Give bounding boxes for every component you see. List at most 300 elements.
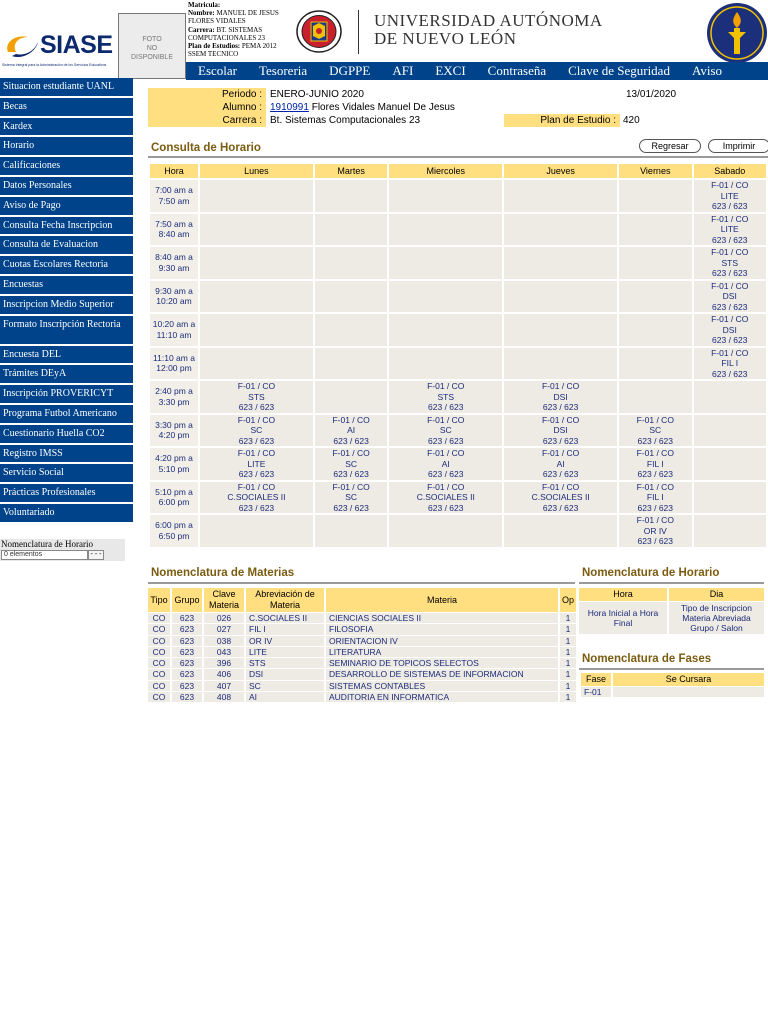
schedule-cell-miercoles bbox=[389, 348, 502, 380]
nomenclatura-horario-button[interactable]: - - - bbox=[88, 550, 104, 560]
schedule-class-line: 623 / 623 bbox=[428, 435, 464, 446]
sidebar-item-encuestas[interactable]: Encuestas bbox=[0, 276, 133, 294]
materias-table bbox=[146, 587, 578, 703]
schedule-hour-line: 11:10 am bbox=[156, 329, 192, 340]
schedule-class-line: 623 / 623 bbox=[712, 234, 748, 245]
schedule-class-line: 623 / 623 bbox=[637, 502, 673, 513]
schedule-hour-line: 6:00 pm a bbox=[155, 520, 193, 531]
schedule-class-line: F-01 / CO bbox=[636, 481, 674, 492]
nom-horario-row bbox=[579, 602, 764, 634]
materias-cell-op: 1 bbox=[560, 692, 576, 702]
materias-row bbox=[148, 624, 576, 634]
schedule-class-line: F-01 / CO bbox=[541, 448, 580, 458]
alumno-matricula-link[interactable]: 1910991 bbox=[270, 102, 309, 113]
sidebar-item-programa-futbol-americano[interactable]: Programa Futbol Americano bbox=[0, 405, 133, 423]
schedule-cell-lunes bbox=[200, 214, 313, 246]
matricula-label: Matricula: bbox=[188, 1, 221, 9]
fases-title-rule bbox=[579, 668, 764, 670]
schedule-hour-line: 8:40 am bbox=[158, 229, 190, 240]
schedule-class-line: F-01 / CO bbox=[711, 280, 749, 291]
fecha-value: 13/01/2020 bbox=[626, 89, 677, 100]
materias-row bbox=[148, 669, 576, 679]
schedule-class-line: 623 / 623 bbox=[542, 435, 579, 446]
schedule-cell-martes bbox=[315, 214, 387, 246]
materias-title-rule bbox=[148, 582, 575, 584]
imprimir-button[interactable]: Imprimir bbox=[708, 139, 768, 153]
materias-cell-clave: 406 bbox=[204, 669, 244, 679]
sidebar-item-encuesta-del[interactable]: Encuesta DEL bbox=[0, 346, 133, 364]
schedule-class-line: F-01 / CO bbox=[541, 414, 580, 425]
schedule-header-sabado: Sabado bbox=[694, 164, 766, 178]
schedule-hour-line: 11:10 am a bbox=[153, 352, 195, 363]
sidebar-item-voluntariado[interactable]: Voluntariado bbox=[0, 504, 133, 522]
carrera-label: Carrera: bbox=[188, 25, 215, 34]
fases-header-se-cursara: Se Cursara bbox=[613, 673, 764, 686]
materias-header-5: Op bbox=[560, 588, 576, 612]
schedule-class-line: F-01 / CO bbox=[541, 481, 580, 492]
schedule-hour-cell bbox=[150, 281, 198, 313]
photo-text-line: DISPONIBLE bbox=[130, 54, 173, 61]
schedule-title-rule bbox=[148, 156, 768, 158]
plan-label: Plan de Estudios: bbox=[188, 42, 241, 51]
schedule-cell-jueves bbox=[504, 515, 617, 547]
nav-dgppe[interactable]: DGPPE bbox=[329, 63, 371, 78]
schedule-hour-cell bbox=[150, 415, 198, 447]
schedule-row bbox=[150, 415, 766, 447]
schedule-cell-miercoles bbox=[389, 281, 502, 313]
materias-cell-clave: 396 bbox=[204, 658, 244, 668]
materias-cell-grupo: 623 bbox=[172, 681, 202, 691]
schedule-row bbox=[150, 180, 766, 212]
siase-logo[interactable] bbox=[0, 28, 118, 68]
nav-escolar[interactable]: Escolar bbox=[198, 63, 237, 78]
plan-value: PEMA 2012 SSEM TECNICO bbox=[188, 42, 277, 59]
schedule-class-line: F-01 / CO bbox=[427, 381, 465, 391]
nomenclatura-horario-label: Nomenclatura de Horario bbox=[1, 539, 93, 549]
schedule-hour-line: 8:40 am a bbox=[155, 252, 193, 263]
materias-header-0: Tipo bbox=[148, 588, 170, 612]
schedule-cell-viernes bbox=[619, 415, 691, 447]
nombre-value: MANUEL DE JESUS FLORES VIDALES bbox=[188, 9, 279, 26]
schedule-header-viernes: Viernes bbox=[619, 164, 691, 178]
alumno-label: Alumno : bbox=[148, 101, 266, 114]
materias-row bbox=[148, 647, 576, 657]
sidebar-item-horario[interactable]: Horario bbox=[0, 137, 133, 155]
schedule-cell-sabado bbox=[694, 482, 766, 514]
schedule-cell-jueves bbox=[504, 180, 617, 212]
schedule-class-line: C.SOCIALES II bbox=[416, 492, 475, 502]
schedule-cell-viernes bbox=[619, 247, 691, 279]
schedule-cell-lunes bbox=[200, 381, 313, 413]
materias-cell-materia: AUDITORIA EN INFORMATICA bbox=[326, 692, 558, 702]
schedule-cell-jueves bbox=[504, 214, 617, 246]
schedule-class-line: F-01 / CO bbox=[237, 381, 276, 391]
schedule-class-line: DSI bbox=[553, 425, 568, 435]
schedule-class-line: F-01 / CO bbox=[237, 481, 276, 492]
schedule-class-line: SC bbox=[250, 425, 263, 435]
schedule-class-line: 623 / 623 bbox=[712, 268, 748, 278]
schedule-class-line: STS bbox=[721, 257, 739, 268]
schedule-class-line: 623 / 623 bbox=[333, 435, 369, 446]
schedule-cell-sabado bbox=[694, 448, 766, 480]
materias-cell-abreviacion: OR IV bbox=[246, 636, 324, 646]
schedule-class-line: F-01 / CO bbox=[711, 213, 749, 224]
schedule-class-line: 623 / 623 bbox=[712, 301, 748, 312]
sidebar-item-becas[interactable]: Becas bbox=[0, 98, 133, 116]
schedule-cell-jueves bbox=[504, 247, 617, 279]
nom-horario-dia-desc: Tipo de Inscripcion Materia Abreviada Grupo / Salon bbox=[669, 602, 764, 634]
sidebar-item-aviso-de-pago[interactable]: Aviso de Pago bbox=[0, 197, 133, 215]
university-name-line2: DE NUEVO LEÓN bbox=[374, 29, 517, 48]
materias-cell-materia: ORIENTACION IV bbox=[326, 636, 558, 646]
materias-cell-grupo: 623 bbox=[172, 636, 202, 646]
schedule-class-line: 623 / 623 bbox=[542, 469, 579, 479]
materias-cell-abreviacion: AI bbox=[246, 692, 324, 702]
schedule-class-line: 623 / 623 bbox=[238, 469, 275, 479]
schedule-cell-viernes bbox=[619, 381, 691, 413]
alumno-nombre: Flores Vidales Manuel De Jesus bbox=[311, 102, 455, 113]
materias-row bbox=[148, 613, 576, 623]
schedule-hour-line: 2:40 pm a bbox=[155, 386, 193, 397]
schedule-cell-sabado bbox=[694, 180, 766, 212]
schedule-hour-cell bbox=[150, 381, 198, 413]
schedule-cell-jueves bbox=[504, 381, 617, 413]
materias-cell-grupo: 623 bbox=[172, 613, 202, 623]
materias-cell-tipo: CO bbox=[148, 669, 170, 679]
periodo-label: Periodo : bbox=[148, 88, 266, 101]
schedule-hour-line: 7:50 am a bbox=[155, 218, 193, 229]
top-nav bbox=[186, 62, 768, 80]
schedule-class-line: LITE bbox=[720, 190, 739, 201]
schedule-class-line: 623 / 623 bbox=[712, 368, 748, 379]
university-name-line1: UNIVERSIDAD AUTÓNOMA bbox=[374, 11, 603, 30]
schedule-cell-miercoles bbox=[389, 482, 502, 514]
materias-cell-op: 1 bbox=[560, 681, 576, 691]
schedule-row bbox=[150, 214, 766, 246]
schedule-class-line: F-01 / CO bbox=[237, 448, 276, 458]
schedule-hour-cell bbox=[150, 247, 198, 279]
fases-row bbox=[581, 687, 764, 697]
siase-tagline: Sistema Integral para la Administración de los Servicios Educativos bbox=[2, 63, 107, 67]
schedule-cell-martes bbox=[315, 281, 387, 313]
sidebar-item-kardex[interactable]: Kardex bbox=[0, 118, 133, 136]
schedule-class-line: 623 / 623 bbox=[333, 469, 369, 479]
schedule-hour-cell bbox=[150, 348, 198, 380]
schedule-class-line: 623 / 623 bbox=[333, 502, 369, 513]
plan-estudio-value: 420 bbox=[623, 115, 640, 126]
student-info bbox=[188, 1, 280, 58]
header bbox=[0, 0, 768, 66]
schedule-cell-miercoles bbox=[389, 381, 502, 413]
schedule-cell-martes bbox=[315, 381, 387, 413]
schedule-class-line: F-01 / CO bbox=[427, 414, 465, 425]
schedule-cell-martes bbox=[315, 415, 387, 447]
schedule-hour-line: 4:20 pm a bbox=[155, 453, 193, 464]
fases-header-row bbox=[581, 673, 764, 686]
schedule-hour-line: 3:30 pm bbox=[158, 396, 190, 407]
sidebar-nomenclatura-horario bbox=[0, 539, 125, 561]
photo-text-line: FOTO bbox=[142, 36, 162, 43]
materias-cell-abreviacion: LITE bbox=[246, 647, 324, 657]
materias-cell-tipo: CO bbox=[148, 681, 170, 691]
schedule-cell-sabado bbox=[694, 281, 766, 313]
schedule-cell-viernes bbox=[619, 314, 691, 346]
schedule-class-line: DSI bbox=[553, 391, 568, 402]
sidebar-item-inscripcion-provericyt[interactable]: Inscripción PROVERICYT bbox=[0, 385, 133, 403]
schedule-hour-line: 6:00 pm bbox=[158, 497, 190, 508]
nav-clave-seguridad[interactable]: Clave de Seguridad bbox=[568, 63, 670, 78]
schedule-hour-line: 10:20 am bbox=[156, 296, 192, 307]
schedule-cell-viernes bbox=[619, 281, 691, 313]
materias-cell-abreviacion: STS bbox=[246, 658, 324, 668]
schedule-class-line: C.SOCIALES II bbox=[531, 492, 590, 502]
schedule-class-line: F-01 / CO bbox=[711, 180, 749, 190]
schedule-table bbox=[148, 162, 768, 549]
schedule-cell-sabado bbox=[694, 247, 766, 279]
schedule-header-lunes: Lunes bbox=[200, 164, 313, 178]
schedule-class-line: 623 / 623 bbox=[238, 502, 275, 513]
schedule-hour-line: 12:00 pm bbox=[156, 363, 192, 374]
schedule-row bbox=[150, 247, 766, 279]
materias-row bbox=[148, 681, 576, 691]
university-name bbox=[374, 12, 603, 48]
schedule-class-line: OR IV bbox=[643, 525, 667, 536]
materias-cell-op: 1 bbox=[560, 658, 576, 668]
materias-cell-grupo: 623 bbox=[172, 658, 202, 668]
schedule-row bbox=[150, 448, 766, 480]
materias-cell-clave: 407 bbox=[204, 681, 244, 691]
materias-cell-tipo: CO bbox=[148, 613, 170, 623]
photo-text-line: NO bbox=[146, 45, 158, 52]
schedule-row bbox=[150, 482, 766, 514]
schedule-cell-lunes bbox=[200, 515, 313, 547]
materias-cell-abreviacion: DSI bbox=[246, 669, 324, 679]
schedule-cell-lunes bbox=[200, 180, 313, 212]
schedule-class-line: STS bbox=[248, 391, 265, 402]
schedule-hour-line: 5:10 pm a bbox=[155, 486, 193, 497]
schedule-cell-sabado bbox=[694, 515, 766, 547]
nomenclatura-horario-select[interactable]: 0 elementos bbox=[1, 550, 88, 560]
schedule-header-miercoles: Miercoles bbox=[389, 164, 502, 178]
schedule-cell-lunes bbox=[200, 482, 313, 514]
schedule-class-line: LITE bbox=[247, 458, 266, 469]
schedule-hour-line: 10:20 am a bbox=[152, 319, 196, 330]
schedule-hour-line: 4:20 pm bbox=[158, 430, 190, 441]
schedule-class-line: F-01 / CO bbox=[636, 414, 674, 425]
sidebar-item-tramites-deya[interactable]: Trámites DEyA bbox=[0, 365, 133, 383]
schedule-class-line: AI bbox=[441, 458, 450, 469]
uanl-seal-icon bbox=[296, 10, 342, 53]
schedule-cell-jueves bbox=[504, 281, 617, 313]
schedule-class-line: 623 / 623 bbox=[238, 402, 275, 412]
nom-horario-table bbox=[577, 587, 766, 635]
schedule-class-line: FIL I bbox=[721, 358, 739, 368]
materias-header-row bbox=[148, 588, 576, 612]
schedule-hour-cell bbox=[150, 448, 198, 480]
nom-horario-header-dia: Dia bbox=[669, 588, 764, 601]
schedule-cell-miercoles bbox=[389, 247, 502, 279]
materias-cell-clave: 038 bbox=[204, 636, 244, 646]
nav-afi[interactable]: AFI bbox=[392, 63, 414, 78]
materias-cell-materia: SEMINARIO DE TOPICOS SELECTOS bbox=[326, 658, 558, 668]
schedule-class-line: 623 / 623 bbox=[712, 201, 748, 211]
nav-aviso[interactable]: Aviso bbox=[691, 63, 723, 78]
sidebar-item-situacion-estudiante-uanl[interactable]: Situacion estudiante UANL bbox=[0, 78, 133, 96]
sidebar-item-cuestionario-huella-co2[interactable]: Cuestionario Huella CO2 bbox=[0, 425, 133, 443]
schedule-cell-lunes bbox=[200, 281, 313, 313]
schedule-class-line: FIL I bbox=[646, 458, 664, 469]
torch-logo-icon bbox=[706, 2, 768, 64]
siase-wordmark: SIASE bbox=[40, 31, 113, 59]
schedule-class-line: SC bbox=[649, 425, 662, 435]
schedule-cell-martes bbox=[315, 515, 387, 547]
materias-row bbox=[148, 692, 576, 702]
schedule-class-line: F-01 / CO bbox=[427, 481, 465, 492]
materias-cell-grupo: 623 bbox=[172, 692, 202, 702]
schedule-row bbox=[150, 281, 766, 313]
schedule-cell-viernes bbox=[619, 180, 691, 212]
schedule-class-line: C.SOCIALES II bbox=[227, 492, 286, 502]
sidebar-item-cuotas-escolares-rectoria[interactable]: Cuotas Escolares Rectoria bbox=[0, 256, 133, 274]
schedule-class-line: 623 / 623 bbox=[712, 335, 748, 345]
fases-table bbox=[579, 672, 766, 698]
schedule-hour-cell bbox=[150, 482, 198, 514]
materias-title: Nomenclatura de Materias bbox=[151, 567, 295, 579]
materias-cell-op: 1 bbox=[560, 613, 576, 623]
schedule-header-jueves: Jueves bbox=[504, 164, 617, 178]
materias-row bbox=[148, 636, 576, 646]
schedule-class-line: 623 / 623 bbox=[637, 435, 673, 446]
materias-cell-clave: 027 bbox=[204, 624, 244, 634]
schedule-hour-line: 9:30 am a bbox=[155, 285, 193, 296]
materias-cell-op: 1 bbox=[560, 647, 576, 657]
schedule-cell-jueves bbox=[504, 314, 617, 346]
schedule-header-martes: Martes bbox=[315, 164, 387, 178]
schedule-cell-viernes bbox=[619, 515, 691, 547]
schedule-class-line: 623 / 623 bbox=[238, 435, 275, 446]
nav-exci[interactable]: EXCI bbox=[435, 63, 466, 78]
sidebar-item-registro-imss[interactable]: Registro IMSS bbox=[0, 445, 133, 463]
schedule-class-line: SC bbox=[345, 458, 357, 469]
materias-cell-tipo: CO bbox=[148, 624, 170, 634]
schedule-class-line: 623 / 623 bbox=[428, 502, 464, 513]
nav-contrasena[interactable]: Contraseña bbox=[487, 63, 547, 78]
materias-cell-materia: DESARROLLO DE SISTEMAS DE INFORMACION bbox=[326, 669, 558, 679]
sidebar bbox=[0, 78, 133, 524]
schedule-hour-line: 5:10 pm bbox=[158, 463, 190, 474]
schedule-class-line: F-01 / CO bbox=[711, 314, 749, 324]
materias-cell-abreviacion: FIL I bbox=[246, 624, 324, 634]
schedule-hour-line: 6:50 pm bbox=[158, 530, 190, 541]
schedule-cell-jueves bbox=[504, 348, 617, 380]
schedule-row bbox=[150, 348, 766, 380]
sidebar-item-calificaciones[interactable]: Calificaciones bbox=[0, 157, 133, 175]
schedule-cell-lunes bbox=[200, 415, 313, 447]
materias-header-4: Materia bbox=[326, 588, 558, 612]
schedule-hour-cell bbox=[150, 314, 198, 346]
schedule-class-line: FIL I bbox=[646, 492, 664, 502]
schedule-cell-lunes bbox=[200, 247, 313, 279]
schedule-header-row bbox=[150, 164, 766, 178]
materias-cell-op: 1 bbox=[560, 669, 576, 679]
schedule-cell-sabado bbox=[694, 381, 766, 413]
siase-swoosh-icon bbox=[2, 32, 42, 62]
nom-horario-title-rule bbox=[579, 582, 764, 584]
schedule-cell-lunes bbox=[200, 448, 313, 480]
schedule-hour-line: 9:30 am bbox=[158, 262, 190, 273]
materias-cell-grupo: 623 bbox=[172, 669, 202, 679]
schedule-class-line: DSI bbox=[722, 324, 737, 335]
schedule-class-line: F-01 / CO bbox=[237, 414, 276, 425]
materias-cell-grupo: 623 bbox=[172, 647, 202, 657]
schedule-cell-miercoles bbox=[389, 180, 502, 212]
schedule-class-line: F-01 / CO bbox=[711, 247, 749, 257]
periodo-value: ENERO-JUNIO 2020 bbox=[270, 89, 364, 100]
materias-cell-tipo: CO bbox=[148, 692, 170, 702]
materias-cell-op: 1 bbox=[560, 636, 576, 646]
schedule-cell-viernes bbox=[619, 214, 691, 246]
schedule-cell-jueves bbox=[504, 448, 617, 480]
schedule-header-hora: Hora bbox=[150, 164, 198, 178]
schedule-row bbox=[150, 515, 766, 547]
schedule-hour-cell bbox=[150, 180, 198, 212]
regresar-button[interactable]: Regresar bbox=[639, 139, 701, 153]
schedule-class-line: F-01 / CO bbox=[332, 481, 370, 492]
sidebar-item-practicas-profesionales[interactable]: Prácticas Profesionales bbox=[0, 484, 133, 502]
schedule-cell-martes bbox=[315, 247, 387, 279]
sidebar-item-datos-personales[interactable]: Datos Personales bbox=[0, 177, 133, 195]
schedule-class-line: F-01 / CO bbox=[332, 414, 370, 425]
schedule-cell-viernes bbox=[619, 348, 691, 380]
schedule-cell-miercoles bbox=[389, 415, 502, 447]
materias-cell-tipo: CO bbox=[148, 658, 170, 668]
nav-tesoreria[interactable]: Tesoreria bbox=[258, 63, 308, 78]
schedule-cell-miercoles bbox=[389, 448, 502, 480]
materias-cell-grupo: 623 bbox=[172, 624, 202, 634]
materias-cell-materia: SISTEMAS CONTABLES bbox=[326, 681, 558, 691]
schedule-class-line: LITE bbox=[720, 224, 739, 234]
schedule-class-line: F-01 / CO bbox=[636, 448, 674, 458]
sidebar-item-servicio-social[interactable]: Servicio Social bbox=[0, 464, 133, 482]
schedule-class-line: 623 / 623 bbox=[428, 402, 464, 412]
schedule-row bbox=[150, 381, 766, 413]
schedule-class-line: AI bbox=[347, 425, 356, 435]
schedule-cell-viernes bbox=[619, 448, 691, 480]
schedule-class-line: SC bbox=[345, 492, 357, 502]
schedule-cell-lunes bbox=[200, 314, 313, 346]
schedule-cell-miercoles bbox=[389, 214, 502, 246]
nom-horario-header-row bbox=[579, 588, 764, 601]
materias-cell-materia: FILOSOFIA bbox=[326, 624, 558, 634]
nom-horario-hora-desc: Hora Inicial a Hora Final bbox=[579, 602, 667, 634]
fases-title: Nomenclatura de Fases bbox=[582, 653, 712, 665]
schedule-cell-miercoles bbox=[389, 515, 502, 547]
sidebar-item-inscripcion-medio-superior[interactable]: Inscripcion Medio Superior bbox=[0, 296, 133, 314]
schedule-class-line: 623 / 623 bbox=[542, 402, 579, 412]
schedule-class-line: F-01 / CO bbox=[427, 448, 465, 458]
sidebar-item-consulta-fecha-inscripcion[interactable]: Consulta Fecha Inscripcion bbox=[0, 217, 133, 235]
schedule-cell-miercoles bbox=[389, 314, 502, 346]
sidebar-item-consulta-de-evaluacion[interactable]: Consulta de Evaluacion bbox=[0, 236, 133, 254]
schedule-class-line: F-01 / CO bbox=[541, 381, 580, 391]
schedule-hour-cell bbox=[150, 214, 198, 246]
nom-horario-title: Nomenclatura de Horario bbox=[582, 567, 720, 579]
materias-cell-tipo: CO bbox=[148, 647, 170, 657]
sidebar-item-formato-inscripcion-rectoria[interactable]: Formato Inscripción Rectoria bbox=[0, 316, 133, 344]
schedule-class-line: SC bbox=[439, 425, 452, 435]
schedule-title: Consulta de Horario bbox=[151, 142, 261, 154]
schedule-class-line: F-01 / CO bbox=[332, 448, 370, 458]
